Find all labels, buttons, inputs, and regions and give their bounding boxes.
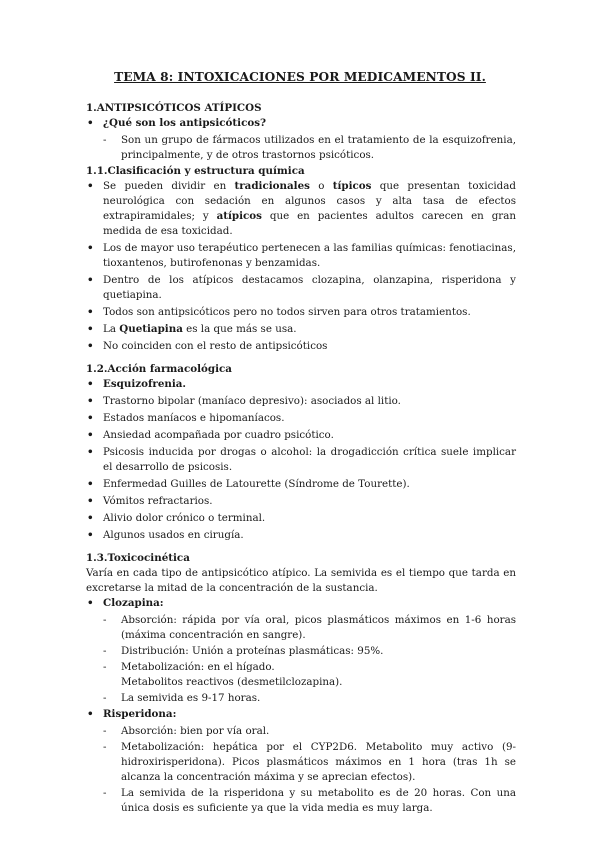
bullet-icon: • (87, 429, 94, 441)
section-1-2-heading: 1.2.Acción farmacológica (86, 363, 232, 375)
dash-icon: - (103, 134, 107, 146)
item-text: No coinciden con el resto de antipsicóticos (103, 340, 328, 352)
dash-icon: - (103, 645, 107, 657)
item-text: Dentro de los atípicos destacamos clozapina, olanzapina, risperidona y quetiapina. (103, 274, 516, 301)
list-item (86, 394, 516, 409)
item-text: Trastorno bipolar (maníaco depresivo): asociados al litio. (103, 395, 401, 407)
sub-list-item (86, 786, 516, 816)
bullet-icon: • (87, 274, 94, 286)
bullet-icon: • (87, 708, 94, 720)
bullet-icon: • (87, 412, 94, 424)
sub-list-item (86, 644, 516, 659)
list-item (86, 116, 516, 131)
question-text: ¿Qué son los antipsicóticos? (103, 117, 267, 129)
sub-list-item (86, 740, 516, 785)
bullet-icon: • (87, 378, 94, 390)
item-text: Metabolización: hepática por el CYP2D6. Metabolito muy activo (9-hidroxirisperidona). Picos plasmáticos máximos en 1 hora (tras 1h se alcanza la concentración máxima y se aprecian efectos). (121, 741, 516, 783)
list-item (86, 511, 516, 526)
sub-list-item (86, 724, 516, 739)
bullet-icon: • (87, 495, 94, 507)
item-text: Esquizofrenia. (103, 378, 187, 390)
list-item (86, 179, 516, 239)
item-text: Metabolización: en el hígado. (121, 661, 275, 673)
list-item (86, 528, 516, 543)
bullet-icon: • (87, 117, 94, 129)
item-text: Ansiedad acompañada por cuadro psicótico. (103, 429, 334, 441)
item-text: La Quetiapina es la que más se usa. (103, 323, 297, 335)
sub-list-item (86, 691, 516, 706)
drug-label: Risperidona: (103, 708, 177, 720)
document-title: TEMA 8: INTOXICACIONES POR MEDICAMENTOS II. (114, 70, 486, 84)
list-item (86, 273, 516, 303)
dash-icon: - (103, 661, 107, 673)
item-text: Vómitos refractarios. (103, 495, 213, 507)
item-text: Psicosis inducida por drogas o alcohol: la drogadicción crítica suele implicar el desarrollo de psicosis. (103, 446, 516, 473)
list-item (86, 241, 516, 271)
item-text: Metabolitos reactivos (desmetilclozapina). (121, 676, 343, 688)
item-text: Los de mayor uso terapéutico pertenecen a las familias químicas: fenotiacinas, tioxantenos, butirofenonas y benzamidas. (103, 242, 516, 269)
list-item (86, 477, 516, 492)
list-item (86, 411, 516, 426)
bullet-icon: • (87, 512, 94, 524)
section-1-3-heading: 1.3.Toxicocinética (86, 552, 190, 564)
item-text: La semivida es 9-17 horas. (121, 692, 261, 704)
sub-list-item (86, 133, 516, 163)
drug-label: Clozapina: (103, 597, 164, 609)
bullet-icon: • (87, 242, 94, 254)
list-item (86, 445, 516, 475)
dash-icon: - (103, 741, 107, 753)
dash-icon: - (103, 614, 107, 626)
item-text: Algunos usados en cirugía. (103, 529, 244, 541)
bullet-icon: • (87, 395, 94, 407)
item-text: Se pueden dividir en tradicionales o típicos que presentan toxicidad neurológica con sedación en algunos casos y alta tasa de efectos extrapiramidales; y atípicos que en pacientes adultos carecen en gran medida de esa toxicidad. (103, 180, 517, 237)
list-item (86, 339, 516, 354)
list-item (86, 494, 516, 509)
list-item (86, 305, 516, 320)
bullet-icon: • (87, 597, 94, 609)
item-text: Absorción: bien por vía oral. (121, 725, 270, 737)
bullet-icon: • (87, 478, 94, 490)
list-item (86, 377, 516, 392)
bullet-icon: • (87, 529, 94, 541)
item-text: Todos son antipsicóticos pero no todos sirven para otros tratamientos. (103, 306, 471, 318)
item-text: Estados maníacos e hipomaníacos. (103, 412, 285, 424)
list-item (86, 428, 516, 443)
item-text: Absorción: rápida por vía oral, picos plasmáticos máximos en 1-6 horas (máxima concentración en sangre). (121, 614, 516, 641)
bullet-icon: • (87, 180, 94, 192)
dash-icon: - (103, 692, 107, 704)
answer-text: Son un grupo de fármacos utilizados en el tratamiento de la esquizofrenia, principalmente, y de otros trastornos psicóticos. (121, 134, 516, 161)
bullet-icon: • (87, 323, 94, 335)
bullet-icon: • (87, 306, 94, 318)
sub-list-item (86, 613, 516, 643)
list-item (86, 707, 516, 722)
bullet-icon: • (87, 340, 94, 352)
item-text: Distribución: Unión a proteínas plasmáticas: 95%. (121, 645, 384, 657)
section-1-1-heading: 1.1.Clasificación y estructura química (86, 165, 305, 177)
dash-icon: - (103, 725, 107, 737)
list-item (86, 596, 516, 611)
sub-list-item (86, 660, 516, 690)
section-1-3-intro: Varía en cada tipo de antipsicótico atípico. La semivida es el tiempo que tarda en excretarse la mitad de la concentración de la sustancia. (86, 567, 516, 594)
item-text: Enfermedad Guilles de Latourette (Síndrome de Tourette). (103, 478, 410, 490)
item-text: La semivida de la risperidona y su metabolito es de 20 horas. Con una única dosis es suficiente ya que la vida media es muy larga. (121, 787, 516, 814)
item-text: Alivio dolor crónico o terminal. (103, 512, 266, 524)
dash-icon: - (103, 787, 107, 799)
bullet-icon: • (87, 446, 94, 458)
list-item (86, 322, 516, 337)
section-1-heading: 1.ANTIPSICÓTICOS ATÍPICOS (86, 102, 262, 114)
document-body (86, 101, 516, 817)
